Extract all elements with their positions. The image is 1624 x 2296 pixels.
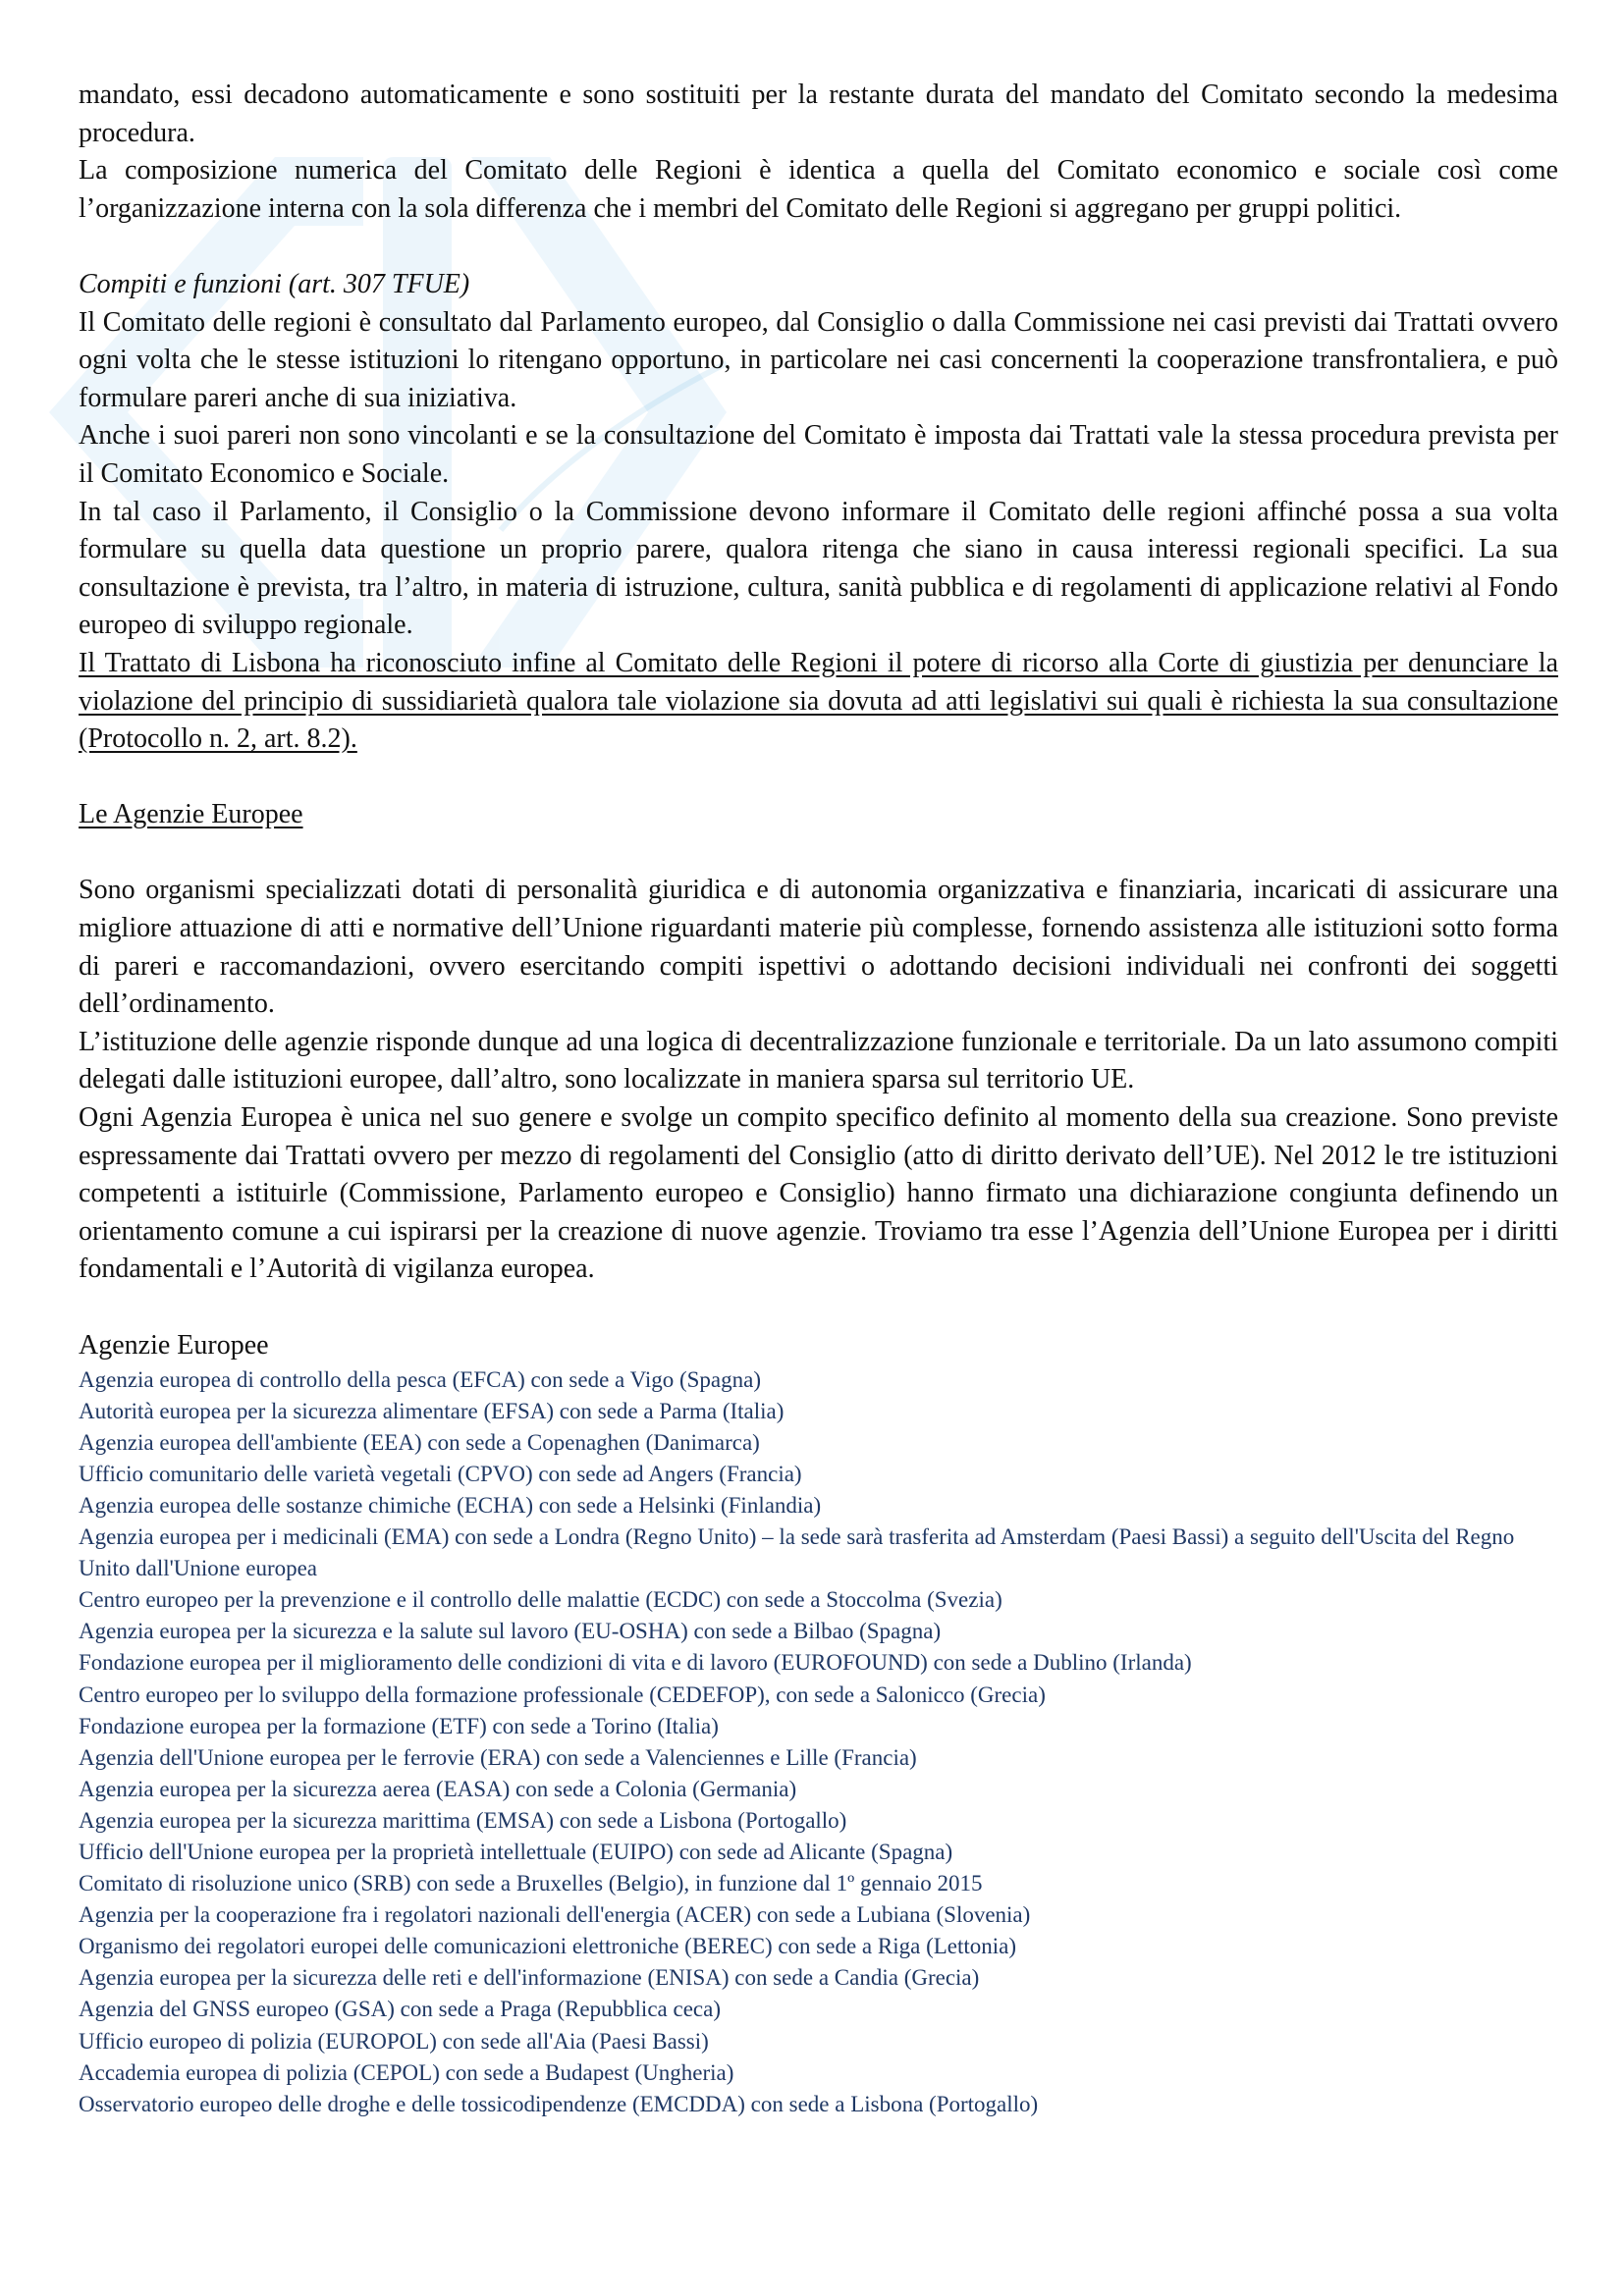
list-item: Agenzia europea delle sostanze chimiche (ECHA) con sede a Helsinki (Finlandia): [79, 1492, 822, 1518]
agencies-list: [79, 1364, 1558, 2120]
section-heading-agenzie: Le Agenzie Europee: [79, 799, 303, 830]
list-item: Agenzia europea per la sicurezza e la salute sul lavoro (EU-OSHA) con sede a Bilbao (Spagna): [79, 1619, 942, 1644]
list-item: Osservatorio europeo delle droghe e delle tossicodipendenze (EMCDDA) con sede a Lisbona (Portogallo): [79, 2091, 1039, 2116]
paragraph: Il Comitato delle regioni è consultato dal Parlamento europeo, dal Consiglio o dalla Commissione nei casi previsti dai Trattati ovvero ogni volta che le stesse istituzioni lo ritengano opportuno, in particolare nei casi concernenti la cooperazione transfrontaliera, e può formulare pareri anche di sua iniziativa.: [79, 306, 1558, 413]
list-item: Agenzia europea dell'ambiente (EEA) con sede a Copenaghen (Danimarca): [79, 1429, 760, 1455]
list-item: Agenzia europea per la sicurezza aerea (EASA) con sede a Colonia (Germania): [79, 1776, 797, 1801]
paragraph: Ogni Agenzia Europea è unica nel suo genere e svolge un compito specifico definito al momento della sua creazione. Sono previste espressamente dai Trattati ovvero per mezzo di regolamenti del Consiglio (atto di diritto derivato dell’UE). Nel 2012 le tre istituzioni competenti a istituirle (Commissione, Parlamento europeo e Consiglio) hanno firmato una dichiarazione congiunta definendo un orientamento comune a cui ispirarsi per la creazione di nuove agenzie. Troviamo tra esse l’Agenzia dell’Unione Europea per i diritti fondamentali e l’Autorità di vigilanza europea.: [79, 1102, 1558, 1285]
paragraph: La composizione numerica del Comitato delle Regioni è identica a quella del Comitato economico e sociale così come l’organizzazione interna con la sola differenza che i membri del Comitato delle Regioni si aggregano per gruppi politici.: [79, 155, 1558, 224]
list-item: Organismo dei regolatori europei delle comunicazioni elettroniche (BEREC) con sede a Riga (Lettonia): [79, 1934, 1017, 1959]
agencies-list-title: Agenzie Europee: [79, 1329, 269, 1361]
paragraph: Sono organismi specializzati dotati di personalità giuridica e di autonomia organizzativa e finanziaria, incaricati di assicurare una migliore attuazione di atti e normative dell’Unione riguardanti materie più complesse, fornendo assistenza alle istituzioni sotto forma di pareri e raccomandazioni, ovvero esercitando compiti ispettivi o adottando decisioni individuali nei confronti dei soggetti dell’ordinamento.: [79, 875, 1558, 1020]
spacer: [79, 1289, 1558, 1327]
list-item: Accademia europea di polizia (CEPOL) con sede a Budapest (Ungheria): [79, 2059, 734, 2085]
list-item: Agenzia europea per la sicurezza marittima (EMSA) con sede a Lisbona (Portogallo): [79, 1807, 847, 1833]
section-heading-compiti: Compiti e funzioni (art. 307 TFUE): [79, 268, 470, 299]
list-item: Agenzia per la cooperazione fra i regolatori nazionali dell'energia (ACER) con sede a Lubiana (Slovenia): [79, 1902, 1031, 1928]
list-item: Autorità europea per la sicurezza alimentare (EFSA) con sede a Parma (Italia): [79, 1398, 785, 1423]
spacer: [79, 834, 1558, 873]
list-item: Ufficio dell'Unione europea per la proprietà intellettuale (EUIPO) con sede ad Alicante (Spagna): [79, 1840, 953, 1864]
spacer: [79, 228, 1558, 266]
list-item: Fondazione europea per il miglioramento delle condizioni di vita e di lavoro (EUROFOUND) con sede a Dublino (Irlanda): [79, 1650, 1192, 1676]
paragraph: Anche i suoi pareri non sono vincolanti e se la consultazione del Comitato è imposta dai Trattati vale la stessa procedura prevista per il Comitato Economico e Sociale.: [79, 420, 1558, 489]
list-item: Ufficio comunitario delle varietà vegetali (CPVO) con sede ad Angers (Francia): [79, 1461, 802, 1486]
list-item: Agenzia europea per la sicurezza delle reti e dell'informazione (ENISA) con sede a Candia (Grecia): [79, 1965, 980, 1991]
list-item: Agenzia del GNSS europeo (GSA) con sede a Praga (Repubblica ceca): [79, 1997, 721, 2022]
spacer: [79, 759, 1558, 797]
underlined-paragraph: Il Trattato di Lisbona ha riconosciuto infine al Comitato delle Regioni il potere di ricorso alla Corte di giustizia per denunciare la violazione del principio di sussidiarietà qualora tale violazione sia dovuta ad atti legislativi sui quali è richiesta la sua consultazione (Protocollo n. 2, art. 8.2).: [79, 647, 1558, 755]
list-item: Centro europeo per la prevenzione e il controllo delle malattie (ECDC) con sede a Stoccolma (Svezia): [79, 1587, 1002, 1613]
paragraph: In tal caso il Parlamento, il Consiglio o la Commissione devono informare il Comitato delle regioni affinché possa a sua volta formulare su quella data questione un proprio parere, qualora ritenga che siano in causa interessi regionali specifici. La sua consultazione è prevista, tra l’altro, in materia di istruzione, cultura, sanità pubblica e di regolamenti di applicazione relativi al Fondo europeo di sviluppo regionale.: [79, 496, 1558, 641]
list-item: Centro europeo per lo sviluppo della formazione professionale (CEDEFOP), con sede a Salonicco (Grecia): [79, 1682, 1046, 1707]
list-item: Comitato di risoluzione unico (SRB) con sede a Bruxelles (Belgio), in funzione dal 1º gennaio 2015: [79, 1871, 983, 1896]
list-item: Agenzia europea per i medicinali (EMA) con sede a Londra (Regno Unito) – la sede sarà trasferita ad Amsterdam (Paesi Bassi) a seguito dell'Uscita del Regno Unito dall'Unione europea: [79, 1524, 1515, 1581]
document-page: [79, 77, 1558, 2120]
paragraph: mandato, essi decadono automaticamente e sono sostituiti per la restante durata del mandato del Comitato secondo la medesima procedura.: [79, 80, 1558, 148]
list-item: Ufficio europeo di polizia (EUROPOL) con sede all'Aia (Paesi Bassi): [79, 2028, 709, 2054]
list-item: Agenzia dell'Unione europea per le ferrovie (ERA) con sede a Valenciennes e Lille (Francia): [79, 1744, 917, 1770]
list-item: Fondazione europea per la formazione (ETF) con sede a Torino (Italia): [79, 1713, 719, 1738]
list-item: Agenzia europea di controllo della pesca (EFCA) con sede a Vigo (Spagna): [79, 1366, 761, 1392]
paragraph: L’istituzione delle agenzie risponde dunque ad una logica di decentralizzazione funzionale e territoriale. Da un lato assumono compiti delegati dalle istituzioni europee, dall’altro, sono localizzate in maniera sparsa sul territorio UE.: [79, 1026, 1558, 1095]
